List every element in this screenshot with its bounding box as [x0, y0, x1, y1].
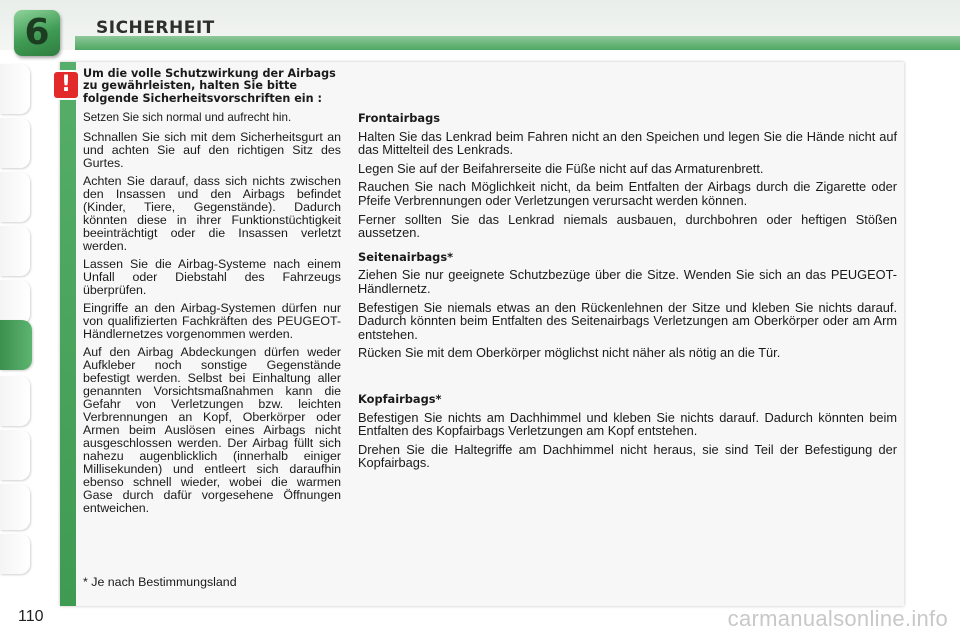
chapter-tab-10[interactable]: [0, 534, 30, 574]
chapter-tab-7[interactable]: [0, 376, 30, 426]
exclamation-warning-icon: !: [54, 72, 78, 98]
left-paragraph: Schnallen Sie sich mit dem Sicherheitsgurt an und achten Sie auf den richtigen Sitz des Gurtes.: [83, 130, 341, 171]
chapter-badge: [14, 10, 60, 56]
front-paragraph: Ferner sollten Sie das Lenkrad niemals ausbauen, durchbohren oder heftigen Stößen aussetzen.: [358, 211, 897, 241]
head-paragraph: Befestigen Sie nichts am Dachhimmel und kleben Sie nichts darauf. Dadurch könnten beim Entfalten des Kopfairbags Verletzungen am Kopf entstehen.: [358, 409, 897, 439]
watermark: carmanualsonline.info: [727, 606, 948, 631]
chapter-tab-9[interactable]: [0, 484, 30, 530]
chapter-tab-4[interactable]: [0, 226, 30, 276]
left-column: [83, 68, 341, 520]
front-paragraph: Halten Sie das Lenkrad beim Fahren nicht an den Speichen und legen Sie die Hände nicht auf das Mittelteil des Lenkrads.: [358, 128, 897, 158]
page-number: 110: [18, 608, 44, 625]
chapter-tab-2[interactable]: [0, 118, 30, 168]
page-title: SICHERHEIT: [96, 18, 215, 38]
chapter-tab-5[interactable]: [0, 280, 30, 324]
spacer: [358, 365, 897, 393]
kopfairbags-title: Kopfairbags*: [358, 391, 442, 406]
left-paragraph: Auf den Airbag Abdeckungen dürfen weder Aufkleber noch sonstige Gegenstände befestigt werden. Selbst bei Einhaltung aller genannten Vorsichtsmaßnahmen kann die Gefahr von Verletzungen bzw. leichten Verbrennungen an Kopf, Oberkörper oder Armen beim Auslösen eines Airbags nicht ausgeschlossen werden. Der Airbag füllt sich nahezu augenblicklich (innerhalb einiger Millisekunden) und entleert sich daraufhin ebenso schnell wieder, wobei die warmen Gase durch dafür vorgesehene Öffnungen entweichen.: [83, 345, 341, 516]
header-stripe: [75, 36, 960, 50]
seitenairbags-title: Seitenairbags*: [358, 249, 454, 264]
head-paragraph: Drehen Sie die Haltegriffe am Dachhimmel nicht heraus, sie sind Teil der Befestigung der Kopfairbags.: [358, 441, 897, 471]
safety-heading: Um die volle Schutzwirkung der Airbags zu gewährleisten, halten Sie bitte folgende Sicherheitsvorschriften ein :: [83, 67, 336, 105]
side-paragraph: Ziehen Sie nur geeignete Schutzbezüge über die Sitze. Wenden Sie sich an das PEUGEOT-Händlernetz.: [358, 267, 897, 296]
panel-green-bar: [60, 62, 76, 606]
chapter-tab-6-active[interactable]: [0, 320, 32, 370]
chapter-tab-3[interactable]: [0, 172, 30, 222]
left-paragraph: Lassen Sie die Airbag-Systeme nach einem Unfall oder Diebstahl des Fahrzeugs überprüfen.: [83, 257, 341, 298]
right-column: [358, 112, 897, 475]
left-paragraph: Eingriffe an den Airbag-Systemen dürfen nur von qualifizierten Fachkräften des PEUGEOT-Händlernetzes vorgenommen werden.: [83, 301, 341, 342]
side-paragraph: Rücken Sie mit dem Oberkörper möglichst nicht näher als nötig an die Tür.: [358, 345, 781, 361]
side-paragraph: Befestigen Sie niemals etwas an den Rückenlehnen der Sitze und kleben Sie nichts darauf. Dadurch könnten beim Entfalten des Seitenairbags Verletzungen am Oberkörper oder am Arm entstehen.: [358, 299, 897, 342]
left-paragraph: Achten Sie darauf, dass sich nichts zwischen den Insassen und den Airbags befindet (Kinder, Tiere, Gegenstände). Dadurch könnten diese in ihrer Funktionstüchtigkeit beeinträchtigt oder die Insassen verletzt werden.: [83, 174, 341, 254]
chapter-tab-1[interactable]: [0, 64, 30, 114]
footnote: * Je nach Bestimmungsland: [83, 575, 237, 589]
chapter-number: 6: [24, 12, 50, 53]
front-paragraph: Rauchen Sie nach Möglichkeit nicht, da beim Entfalten der Airbags durch die Zigarette oder Pfeife Verbrennungen oder Verletzungen verursacht werden können.: [358, 179, 897, 208]
front-paragraph: Legen Sie auf der Beifahrerseite die Füße nicht auf das Armaturenbrett.: [358, 160, 764, 176]
chapter-tab-8[interactable]: [0, 430, 30, 480]
frontairbags-title: Frontairbags: [358, 111, 441, 125]
intro-text: Setzen Sie sich normal und aufrecht hin.: [83, 111, 292, 125]
